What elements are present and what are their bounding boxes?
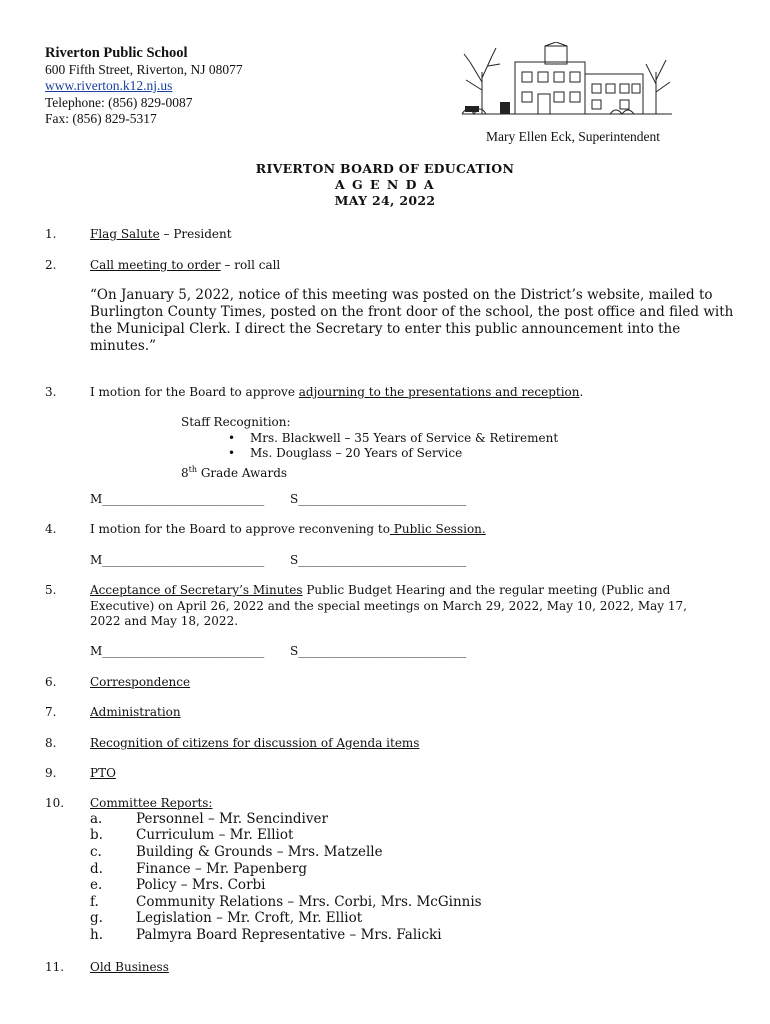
- public-notice-statement: “On January 5, 2022, notice of this meeting was posted on the District’s website, mailed to Burlington County Times, posted on the front door of the school, the post office and filed with the Municipal Clerk. I direct the Secretary to enter this public announcement into the minutes.”: [90, 287, 734, 354]
- bullet-icon: •: [228, 446, 236, 460]
- item-number: 8.: [45, 736, 57, 750]
- agenda-item-call-to-order: [90, 258, 280, 272]
- item-number: 10.: [45, 796, 65, 810]
- bullet-icon: •: [228, 431, 236, 445]
- committee-report: Policy – Mrs. Corbi: [136, 877, 266, 893]
- committee-letter: b.: [90, 827, 103, 843]
- agenda-item-minutes: [90, 583, 720, 630]
- agenda-item-pto: PTO: [90, 766, 116, 780]
- item-label: Call meeting to order: [90, 258, 221, 272]
- item-label: Acceptance of Secretary’s Minutes: [90, 583, 303, 597]
- item-number: 3.: [45, 385, 57, 399]
- agenda-item-flag-salute: [90, 227, 232, 241]
- grade-awards-text: Grade Awards: [197, 466, 288, 480]
- item-number: 6.: [45, 675, 57, 689]
- agenda-item-committee-reports: Committee Reports:: [90, 796, 213, 810]
- agenda-item-adjourn: [90, 385, 583, 399]
- committee-letter: h.: [90, 927, 103, 943]
- item-number: 1.: [45, 227, 57, 241]
- recognition-item: Ms. Douglass – 20 Years of Service: [250, 446, 463, 460]
- committee-letter: e.: [90, 877, 103, 893]
- committee-letter: g.: [90, 910, 103, 926]
- item-end: .: [579, 385, 584, 399]
- second-line: S____________________________: [290, 644, 467, 658]
- second-line: S____________________________: [290, 492, 467, 506]
- item-number: 9.: [45, 766, 57, 780]
- item-number: 4.: [45, 522, 57, 536]
- second-line: S____________________________: [290, 553, 467, 567]
- item-lead-text: I motion for the Board to approve reconvening to: [90, 522, 390, 536]
- agenda-item-correspondence: Correspondence: [90, 675, 191, 689]
- school-building-sketch-icon: [460, 42, 675, 120]
- item-detail: – President: [159, 227, 232, 241]
- item-label: Public Session.: [389, 522, 486, 536]
- committee-letter: c.: [90, 844, 102, 860]
- committee-report: Community Relations – Mrs. Corbi, Mrs. McGinnis: [136, 894, 482, 910]
- item-number: 5.: [45, 583, 57, 597]
- committee-report: Legislation – Mr. Croft, Mr. Elliot: [136, 910, 363, 926]
- committee-report: Personnel – Mr. Sencindiver: [136, 811, 328, 827]
- agenda-item-reconvene: [90, 522, 486, 536]
- superintendent-name: Mary Ellen Eck, Superintendent: [486, 129, 660, 144]
- item-label: adjourning to the presentations and reception: [298, 385, 580, 399]
- motion-line: M___________________________: [90, 553, 265, 567]
- committee-report: Palmyra Board Representative – Mrs. Falicki: [136, 927, 442, 943]
- item-lead-text: I motion for the Board to approve: [90, 385, 299, 399]
- item-detail: Public Budget Hearing and the regular meeting (Public and Executive) on April 26, 2022 and the special meetings on March 29, 2022, May 10, 2022, May 17, 2022 and May 18, 2022.: [90, 583, 687, 628]
- board-title: RIVERTON BOARD OF EDUCATION: [255, 161, 515, 176]
- agenda-title: A G E N D A: [334, 177, 436, 192]
- item-number: 2.: [45, 258, 57, 272]
- staff-recognition-heading: Staff Recognition:: [181, 415, 291, 429]
- committee-report: Building & Grounds – Mrs. Matzelle: [136, 844, 383, 860]
- recognition-item: Mrs. Blackwell – 35 Years of Service & Retirement: [250, 431, 559, 445]
- grade-awards: [181, 462, 287, 482]
- item-number: 11.: [45, 960, 65, 974]
- item-detail: – roll call: [220, 258, 281, 272]
- committee-letter: d.: [90, 861, 103, 877]
- committee-report: Curriculum – Mr. Elliot: [136, 827, 294, 843]
- agenda-item-old-business: Old Business: [90, 960, 169, 974]
- school-address: 600 Fifth Street, Riverton, NJ 08077: [45, 61, 243, 77]
- meeting-date: MAY 24, 2022: [334, 193, 436, 208]
- motion-line: M___________________________: [90, 644, 265, 658]
- grade-suffix: th: [188, 465, 198, 474]
- committee-letter: a.: [90, 811, 103, 827]
- school-telephone: Telephone: (856) 829-0087: [45, 94, 193, 110]
- grade-number: 8: [181, 466, 189, 480]
- letterhead: [45, 45, 243, 128]
- committee-report: Finance – Mr. Papenberg: [136, 861, 307, 877]
- school-fax: Fax: (856) 829-5317: [45, 111, 157, 126]
- item-label: Flag Salute: [90, 227, 160, 241]
- school-name: Riverton Public School: [45, 45, 188, 61]
- committee-letter: f.: [90, 894, 99, 910]
- motion-line: M___________________________: [90, 492, 265, 506]
- agenda-item-administration: Administration: [90, 705, 181, 719]
- item-number: 7.: [45, 705, 57, 719]
- school-website-link[interactable]: www.riverton.k12.nj.us: [45, 78, 173, 93]
- agenda-item-recognition-citizens: Recognition of citizens for discussion of Agenda items: [90, 736, 420, 750]
